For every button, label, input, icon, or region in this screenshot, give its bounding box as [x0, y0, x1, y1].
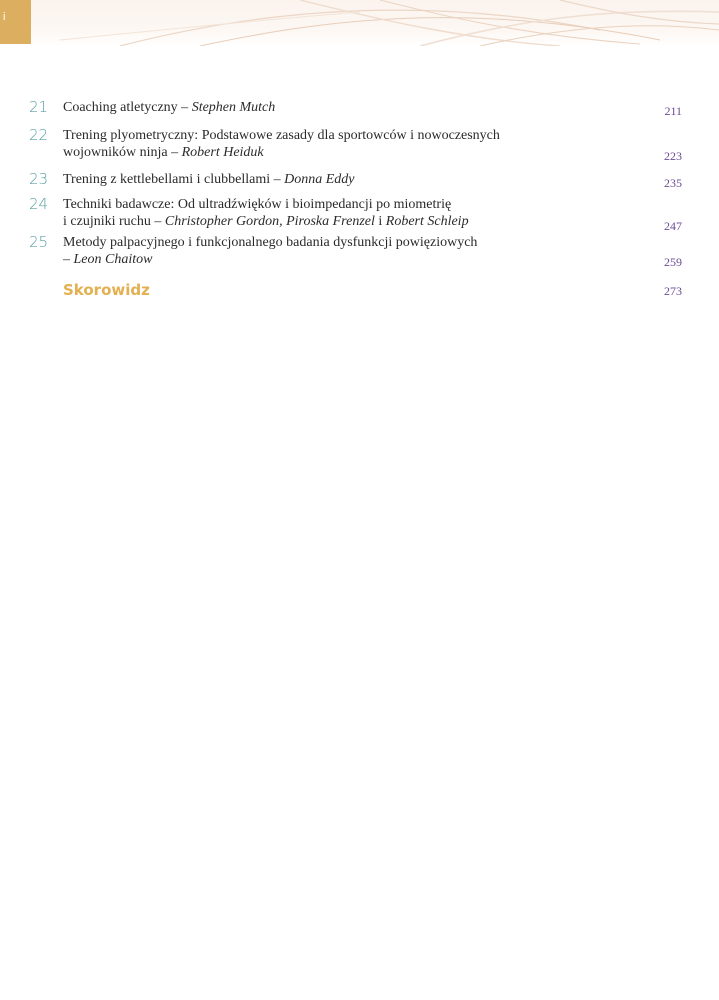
- chapter-author: Christopher Gordon, Piroska Frenzel: [164, 214, 375, 229]
- chapter-author: Robert Heiduk: [181, 145, 264, 160]
- chapter-number: 25: [29, 233, 49, 251]
- chapter-number: 23: [29, 170, 49, 188]
- chapter-author: Stephen Mutch: [191, 100, 276, 115]
- chapter-number: 21: [29, 98, 49, 116]
- chapter-title-text: Coaching atletyczny –: [63, 100, 192, 115]
- chapter-number: 22: [29, 126, 49, 144]
- chapter-title-text: i czujniki ruchu –: [63, 214, 165, 229]
- chapter-title: [63, 99, 603, 116]
- page-number: 211: [664, 104, 682, 118]
- page-number: 247: [664, 219, 682, 233]
- chapter-title: [63, 196, 603, 230]
- chapter-title: [63, 171, 603, 188]
- chapter-author: Donna Eddy: [284, 172, 355, 187]
- page-number: 259: [664, 255, 682, 269]
- conjunction: i: [374, 214, 386, 229]
- chapter-title-text: Techniki badawcze: Od ultradźwięków i bioimpedancji po miometrię: [63, 197, 452, 212]
- chapter-title-text: wojowników ninja –: [63, 145, 182, 160]
- chapter-title: [63, 127, 603, 161]
- chapter-title-text: Metody palpacyjnego i funkcjonalnego badania dysfunkcji powięziowych: [63, 235, 478, 250]
- chapter-title-text: Trening z kettlebellami i clubbellami –: [63, 172, 285, 187]
- chapter-title-text: Trening plyometryczny: Podstawowe zasady dla sportowców i nowoczesnych: [63, 128, 500, 143]
- chapter-number: 24: [29, 195, 49, 213]
- page-number: 235: [664, 176, 682, 190]
- chapter-author: Leon Chaitow: [73, 252, 153, 267]
- index-title: Skorowidz: [63, 281, 150, 299]
- chapter-author: Robert Schleip: [385, 214, 469, 229]
- section-tab-text: i: [3, 11, 6, 23]
- page-number: 223: [664, 149, 682, 163]
- chapter-title-text: –: [63, 252, 74, 267]
- chapter-title: [63, 234, 603, 268]
- page-number: 273: [664, 284, 682, 298]
